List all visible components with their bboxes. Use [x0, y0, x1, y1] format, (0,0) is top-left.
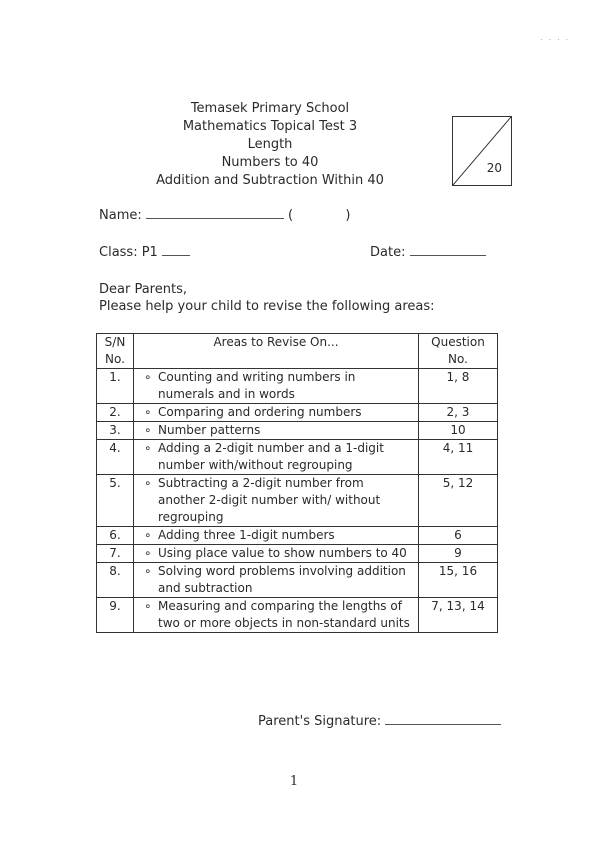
row-sn: 8.: [97, 563, 134, 598]
question-header-line2: No.: [448, 352, 468, 366]
date-row: [370, 245, 486, 260]
table-row: [97, 404, 498, 422]
bullet-icon: ∘: [144, 476, 152, 490]
row-area-text: Counting and writing numbers in numerals and in words: [158, 370, 356, 401]
question-header: [419, 334, 498, 369]
greeting: Dear Parents,: [99, 282, 187, 297]
row-area-text: Adding three 1-digit numbers: [158, 528, 335, 542]
table-row: [97, 422, 498, 440]
bullet-icon: ∘: [144, 423, 152, 437]
table-row: [97, 545, 498, 563]
row-area: [134, 440, 419, 475]
class-field[interactable]: [162, 245, 190, 256]
row-sn: 1.: [97, 369, 134, 404]
row-question: 6: [419, 527, 498, 545]
bullet-icon: ∘: [144, 564, 152, 578]
row-question: 5, 12: [419, 475, 498, 527]
row-area-text: Measuring and comparing the lengths of two or more objects in non-standard units: [158, 599, 410, 630]
signature-field[interactable]: [385, 714, 501, 725]
row-area: [134, 422, 419, 440]
sn-header: [97, 334, 134, 369]
row-question: 15, 16: [419, 563, 498, 598]
row-area: [134, 475, 419, 527]
row-question: 9: [419, 545, 498, 563]
revision-table: [96, 333, 498, 633]
row-sn: 6.: [97, 527, 134, 545]
row-sn: 7.: [97, 545, 134, 563]
table-row: [97, 598, 498, 633]
area-header: Areas to Revise On...: [134, 334, 419, 369]
table-header-row: [97, 334, 498, 369]
bullet-icon: ∘: [144, 546, 152, 560]
row-area-text: Subtracting a 2-digit number from another 2-digit number with/ without regrouping: [158, 476, 381, 524]
name-label: Name:: [99, 208, 142, 223]
table-row: [97, 527, 498, 545]
row-area-text: Adding a 2-digit number and a 1-digit number with/without regrouping: [158, 441, 384, 472]
row-area: [134, 527, 419, 545]
index-paren-close: ): [345, 208, 351, 223]
row-question: 7, 13, 14: [419, 598, 498, 633]
table-row: [97, 475, 498, 527]
school-name: Temasek Primary School: [190, 101, 350, 116]
bullet-icon: ∘: [144, 405, 152, 419]
score-box: [452, 116, 512, 186]
row-area-text: Number patterns: [158, 423, 261, 437]
table-row: [97, 563, 498, 598]
signature-row: [258, 714, 501, 729]
bullet-icon: ∘: [144, 441, 152, 455]
question-header-line1: Question: [431, 335, 485, 349]
row-area: [134, 563, 419, 598]
row-question: 1, 8: [419, 369, 498, 404]
date-field[interactable]: [410, 245, 486, 256]
row-area: [134, 545, 419, 563]
table-row: [97, 440, 498, 475]
row-sn: 2.: [97, 404, 134, 422]
test-title: Mathematics Topical Test 3: [182, 119, 358, 134]
scan-mark: · · · ·: [540, 36, 570, 44]
score-total: 20: [486, 161, 502, 175]
row-area: [134, 404, 419, 422]
bullet-icon: ∘: [144, 370, 152, 384]
name-field[interactable]: [146, 208, 284, 219]
bullet-icon: ∘: [144, 528, 152, 542]
sn-header-line2: No.: [105, 352, 125, 366]
class-label: Class: P1: [99, 245, 158, 260]
row-question: 4, 11: [419, 440, 498, 475]
row-question: 2, 3: [419, 404, 498, 422]
bullet-icon: ∘: [144, 599, 152, 613]
row-area-text: Using place value to show numbers to 40: [158, 546, 407, 560]
name-row: [99, 208, 350, 223]
topic-length: Length: [247, 137, 293, 152]
row-question: 10: [419, 422, 498, 440]
table-row: [97, 369, 498, 404]
row-sn: 3.: [97, 422, 134, 440]
row-area: [134, 598, 419, 633]
row-area-text: Solving word problems involving addition and subtraction: [158, 564, 406, 595]
instruction: Please help your child to revise the following areas:: [99, 299, 435, 314]
topic-numbers: Numbers to 40: [221, 155, 319, 170]
row-sn: 9.: [97, 598, 134, 633]
row-area: [134, 369, 419, 404]
row-area-text: Comparing and ordering numbers: [158, 405, 362, 419]
topic-addition-subtraction: Addition and Subtraction Within 40: [156, 173, 384, 188]
index-paren-open: (: [288, 208, 294, 223]
sn-header-line1: S/N: [104, 335, 126, 349]
row-sn: 4.: [97, 440, 134, 475]
signature-label: Parent's Signature:: [258, 714, 382, 729]
class-row: [99, 245, 190, 260]
page-number: 1: [289, 774, 299, 789]
score-diagonal: [453, 117, 511, 185]
date-label: Date:: [370, 245, 406, 260]
row-sn: 5.: [97, 475, 134, 527]
